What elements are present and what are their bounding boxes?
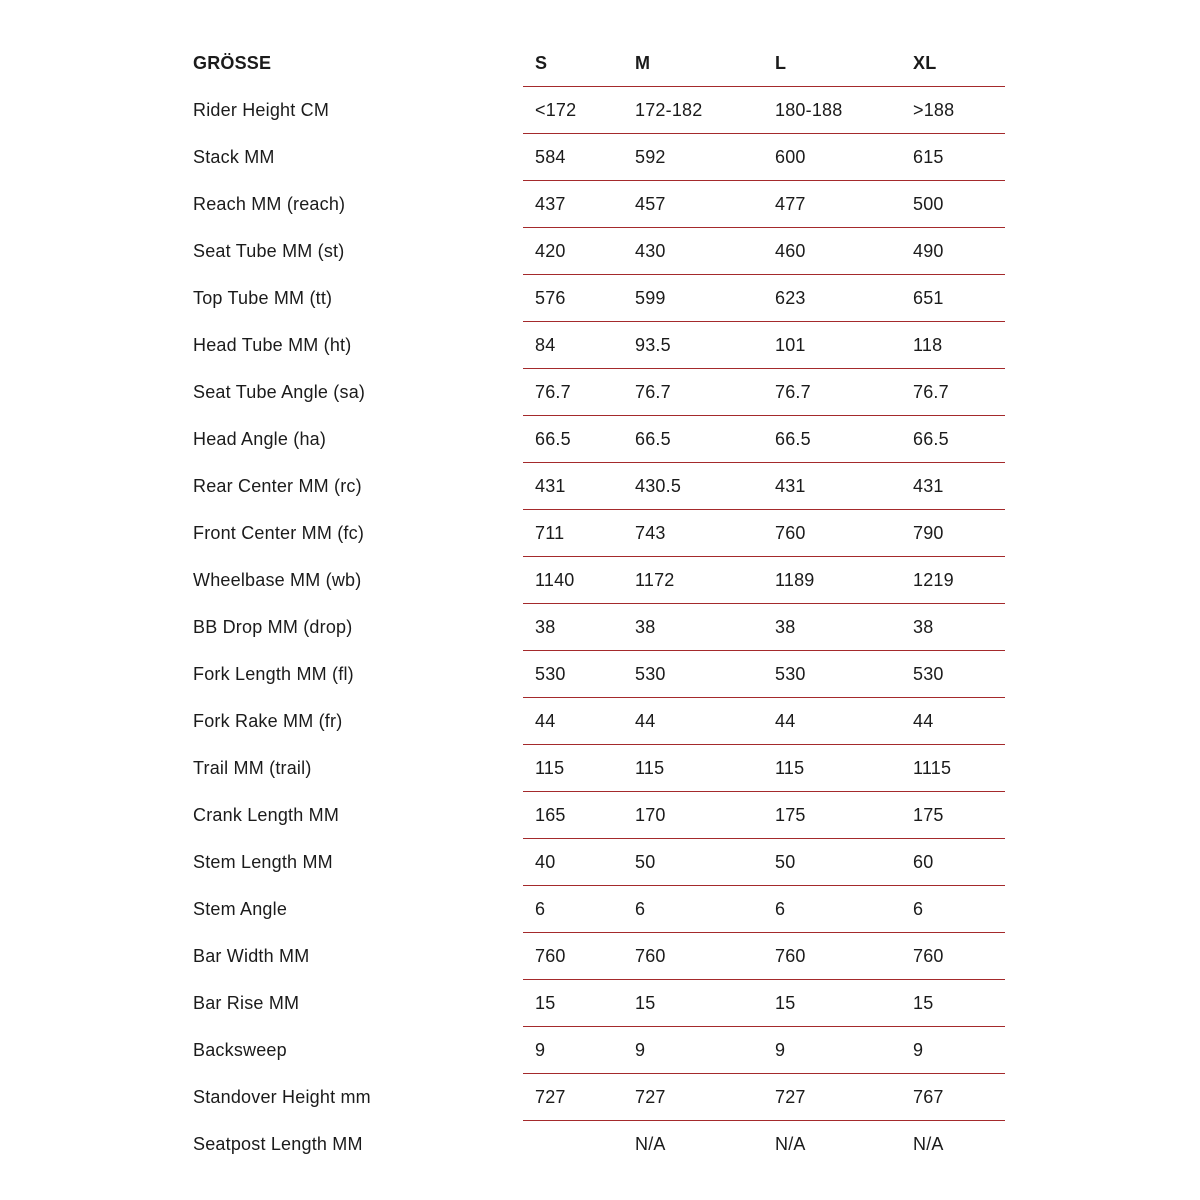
cell-value-xl: 1219 [913,569,954,590]
cell-value-s: 431 [535,475,566,496]
cell-value-l: 15 [775,992,796,1013]
table-row [193,557,1005,604]
cell-value-s: 165 [535,804,566,825]
row-values [523,134,1005,181]
cell-value-s: 40 [535,851,556,872]
cell-value-m: N/A [635,1134,666,1154]
cell-value-s: 66.5 [535,428,571,449]
table-row [193,792,1005,839]
cell-value-l: 175 [775,804,806,825]
geometry-table [193,40,1005,1168]
cell-value-xl: 767 [913,1086,944,1107]
cell-value-m: 430 [635,240,666,261]
cell-value-s: 530 [535,663,566,684]
cell-value-xl: 118 [913,334,943,355]
cell-value-l: 1189 [775,569,815,590]
cell-value-m: 38 [635,616,656,637]
cell-value-l: N/A [775,1134,806,1154]
cell-value-s: 1140 [535,569,575,590]
row-label: Wheelbase MM (wb) [193,570,362,590]
cell-value-xl: N/A [913,1134,944,1154]
row-values [523,557,1005,604]
cell-value-m: 172-182 [635,99,703,120]
cell-value-xl: 15 [913,992,934,1013]
cell-value-s: 84 [535,334,556,355]
row-values [523,980,1005,1027]
row-values [523,698,1005,745]
cell-value-m: 44 [635,710,656,731]
cell-value-s: 576 [535,287,566,308]
cell-value-m: 760 [635,945,666,966]
row-label: Fork Rake MM (fr) [193,711,343,731]
row-label: Stack MM [193,147,275,167]
cell-value-m: 743 [635,522,666,543]
row-label: BB Drop MM (drop) [193,617,353,637]
row-label: Stem Angle [193,899,288,919]
cell-value-l: 623 [775,287,806,308]
cell-value-l: 38 [775,616,796,637]
cell-value-m: 115 [635,757,665,778]
cell-value-m: 6 [635,898,646,919]
row-values [523,933,1005,980]
cell-value-xl: 44 [913,710,934,731]
column-header-l: L [775,52,787,73]
cell-value-s: 420 [535,240,566,261]
row-values [523,1027,1005,1074]
cell-value-l: 115 [775,757,805,778]
cell-value-s: 76.7 [535,381,571,402]
table-row [193,980,1005,1027]
cell-value-m: 50 [635,851,656,872]
table-row [193,275,1005,322]
table-row [193,839,1005,886]
cell-value-s: 44 [535,710,556,731]
cell-value-xl: 615 [913,146,944,167]
row-values [523,792,1005,839]
cell-value-xl: 38 [913,616,934,637]
cell-value-xl: 500 [913,193,944,214]
table-row [193,745,1005,792]
row-label: Head Angle (ha) [193,429,327,449]
row-label: Rider Height CM [193,100,330,120]
cell-value-l: 44 [775,710,796,731]
cell-value-s: 38 [535,616,556,637]
cell-value-l: 727 [775,1086,806,1107]
cell-value-xl: 431 [913,475,944,496]
cell-value-m: 66.5 [635,428,671,449]
cell-value-m: 76.7 [635,381,671,402]
cell-value-m: 15 [635,992,656,1013]
row-values [523,1074,1005,1121]
row-label: Rear Center MM (rc) [193,476,362,496]
cell-value-xl: 60 [913,851,934,872]
cell-value-xl: 6 [913,898,924,919]
cell-value-s: 760 [535,945,566,966]
cell-value-xl: >188 [913,99,955,120]
cell-value-s: 9 [535,1039,546,1060]
cell-value-xl: 530 [913,663,944,684]
table-header-row [193,40,1005,87]
cell-value-xl: 66.5 [913,428,949,449]
cell-value-l: 760 [775,522,806,543]
cell-value-xl: 175 [913,804,944,825]
row-values [523,228,1005,275]
row-label: Seatpost Length MM [193,1134,363,1154]
cell-value-m: 93.5 [635,334,671,355]
cell-value-l: 9 [775,1039,786,1060]
table-row [193,369,1005,416]
cell-value-xl: 1115 [913,757,952,778]
cell-value-xl: 490 [913,240,944,261]
row-label: Bar Width MM [193,946,310,966]
table-row [193,604,1005,651]
cell-value-xl: 651 [913,287,944,308]
row-label: Backsweep [193,1040,287,1060]
row-label: Head Tube MM (ht) [193,335,352,355]
size-header-label: GRÖSSE [193,53,272,73]
table-row [193,322,1005,369]
row-label: Fork Length MM (fl) [193,664,354,684]
row-values [523,839,1005,886]
table-row [193,698,1005,745]
cell-value-l: 460 [775,240,806,261]
row-values [523,181,1005,228]
cell-value-l: 101 [775,334,806,355]
cell-value-m: 9 [635,1039,646,1060]
table-row [193,228,1005,275]
cell-value-l: 431 [775,475,806,496]
cell-value-xl: 760 [913,945,944,966]
table-row [193,933,1005,980]
table-row [193,134,1005,181]
cell-value-s: 115 [535,757,565,778]
cell-value-s: 584 [535,146,566,167]
cell-value-xl: 9 [913,1039,924,1060]
row-values [523,510,1005,557]
cell-value-m: 599 [635,287,666,308]
cell-value-m: 457 [635,193,666,214]
row-values [523,463,1005,510]
cell-value-l: 50 [775,851,796,872]
cell-value-m: 592 [635,146,666,167]
cell-value-s: 6 [535,898,546,919]
column-header-m: M [635,52,651,73]
cell-value-m: 170 [635,804,666,825]
row-values [523,322,1005,369]
cell-value-l: 477 [775,193,806,214]
row-values [523,604,1005,651]
cell-value-l: 180-188 [775,99,843,120]
cell-value-l: 66.5 [775,428,811,449]
row-label: Seat Tube Angle (sa) [193,382,366,402]
row-values [523,87,1005,134]
table-row [193,886,1005,933]
cell-value-m: 1172 [635,569,675,590]
row-label: Reach MM (reach) [193,194,346,214]
table-row [193,416,1005,463]
table-row [193,1121,1005,1168]
cell-value-s: 15 [535,992,556,1013]
cell-value-s: 437 [535,193,566,214]
row-label: Seat Tube MM (st) [193,241,345,261]
cell-value-l: 530 [775,663,806,684]
cell-value-xl: 76.7 [913,381,949,402]
cell-value-s: 711 [535,522,565,543]
table-row [193,510,1005,557]
row-values [523,651,1005,698]
table-row [193,651,1005,698]
table-row [193,181,1005,228]
row-label: Top Tube MM (tt) [193,288,333,308]
cell-value-m: 727 [635,1086,666,1107]
table-row [193,87,1005,134]
row-label: Stem Length MM [193,852,333,872]
row-values [523,745,1005,792]
row-label: Bar Rise MM [193,993,300,1013]
table-row [193,1027,1005,1074]
row-label: Trail MM (trail) [193,758,312,778]
table-row [193,1074,1005,1121]
cell-value-l: 600 [775,146,806,167]
header-values [523,40,1005,87]
cell-value-l: 76.7 [775,381,811,402]
cell-value-l: 760 [775,945,806,966]
cell-value-m: 430.5 [635,475,682,496]
row-values [523,275,1005,322]
cell-value-l: 6 [775,898,786,919]
row-label: Front Center MM (fc) [193,523,365,543]
cell-value-xl: 790 [913,522,944,543]
row-values [523,369,1005,416]
cell-value-s: 727 [535,1086,566,1107]
table-row [193,463,1005,510]
column-header-s: S [535,52,548,73]
row-label: Crank Length MM [193,805,340,825]
row-values [523,416,1005,463]
column-header-xl: XL [913,52,937,73]
row-values [523,1121,1005,1168]
row-label: Standover Height mm [193,1087,371,1107]
cell-value-m: 530 [635,663,666,684]
row-values [523,886,1005,933]
table-body [193,87,1005,1168]
cell-value-s: <172 [535,99,577,120]
